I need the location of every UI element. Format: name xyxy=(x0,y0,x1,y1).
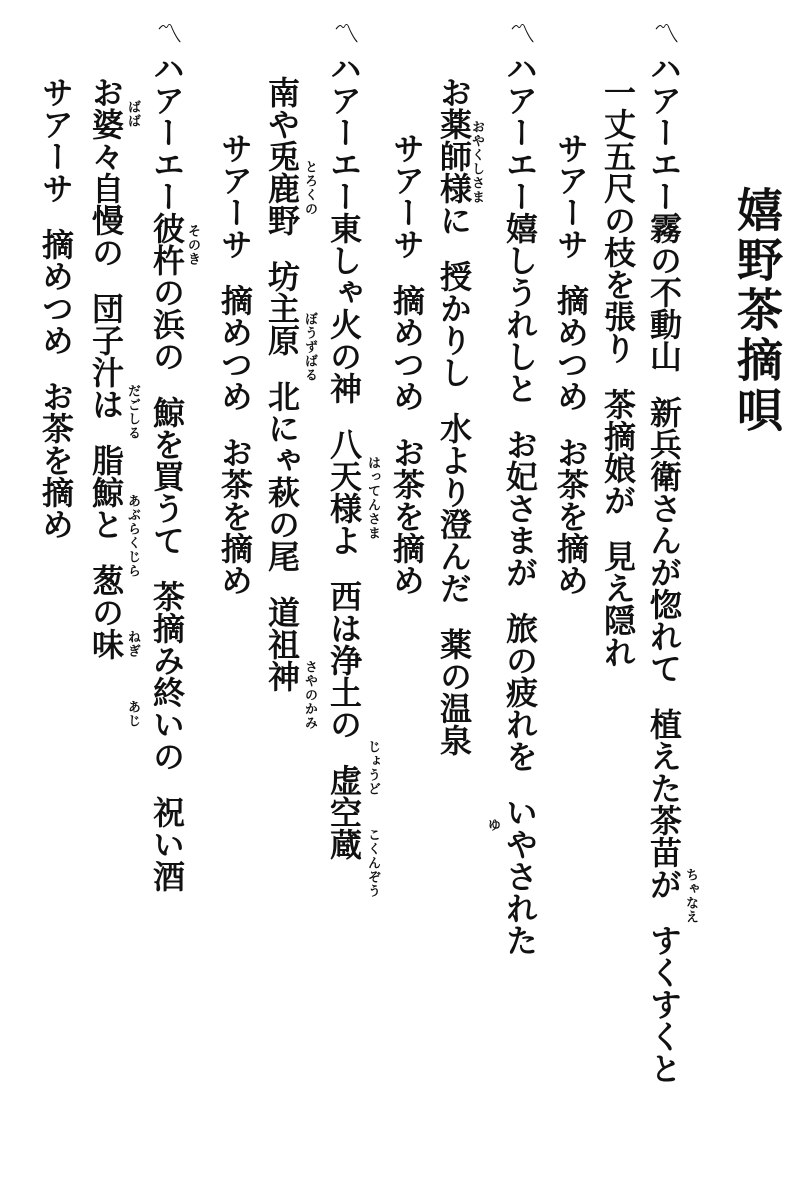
text-segment: 旅の疲れを xyxy=(501,612,539,772)
text-segment: お婆々自慢の xyxy=(87,76,125,268)
text-segment: 坊主原 xyxy=(263,260,301,356)
text-segment: 茶摘み終いの xyxy=(148,580,186,772)
text-segment: 摘めつめ xyxy=(552,284,590,412)
ruby-sonoki: そのき xyxy=(185,224,200,266)
verse-2-line-1 xyxy=(496,20,539,956)
text-segment: お薬師様に xyxy=(435,76,473,236)
text-segment: 茶摘娘が xyxy=(599,388,637,516)
ruby-baba: ばば xyxy=(125,100,140,128)
text-segment: 西は浄土の xyxy=(325,580,363,740)
verse-2-refrain xyxy=(383,20,426,596)
ruby-yu: ゆ xyxy=(485,818,500,832)
text-segment: 摘めつめ xyxy=(37,228,75,356)
text-segment: 八天様よ xyxy=(325,428,363,556)
text-segment: 一丈五尺の枝を張り xyxy=(599,76,637,364)
text-segment: 祝い酒 xyxy=(148,796,186,892)
verse-1-line-2 xyxy=(594,20,637,668)
ruby-negi: ねぎ xyxy=(125,630,140,658)
text-segment: サアーサ xyxy=(388,132,426,260)
text-segment: サアーサ xyxy=(552,132,590,260)
text-segment: 水より澄んだ xyxy=(435,412,473,604)
ruby-chanae: ちゃなえ xyxy=(683,868,698,924)
verse-3-line-2 xyxy=(258,20,301,692)
ruby-aburakujira: あぶらくじら xyxy=(125,494,140,578)
text-segment: 摘めつめ xyxy=(216,284,254,412)
text-segment: お茶を摘め xyxy=(37,380,75,540)
ruby-hattensama: はってんさま xyxy=(365,456,380,540)
text-segment: 団子汁は xyxy=(87,292,125,420)
ruby-joudo: じょうど xyxy=(365,740,380,796)
song-mark-icon: 〽 xyxy=(505,20,535,46)
text-segment: ハアーエー彼杵の浜の xyxy=(148,52,186,372)
song-mark-icon: 〽 xyxy=(649,20,679,46)
verse-1-line-1 xyxy=(640,20,683,1084)
text-segment: ハアーエー嬉しうれしと xyxy=(501,52,539,404)
text-segment: お茶を摘め xyxy=(388,436,426,596)
song-mark-icon: 〽 xyxy=(152,20,182,46)
song-mark-icon: 〽 xyxy=(329,20,359,46)
ruby-bouzubaru: ぼうずばる xyxy=(302,312,317,382)
text-segment: 道祖神 xyxy=(263,596,301,692)
text-segment: ハアーエー東しゃ火の神 xyxy=(325,52,363,404)
text-segment: お妃さまが xyxy=(501,428,539,588)
text-segment: 鯨を買うて xyxy=(148,396,186,556)
verse-1-refrain xyxy=(547,20,590,596)
text-segment: 南や兎鹿野 xyxy=(263,76,301,236)
text-segment: 授かりし xyxy=(435,260,473,388)
verse-2-line-2 xyxy=(430,20,473,756)
text-segment: サアーサ xyxy=(216,132,254,260)
ruby-dakoshiru: だごしる xyxy=(125,384,140,440)
ruby-tokuno: とろくの xyxy=(302,160,317,216)
text-segment: 摘めつめ xyxy=(388,284,426,412)
text-segment: お茶を摘め xyxy=(552,436,590,596)
text-segment: すくすくと xyxy=(645,924,683,1084)
text-segment: 新兵衛さんが惚れて xyxy=(645,396,683,684)
verse-4-refrain xyxy=(32,20,75,540)
text-segment: 見え隠れ xyxy=(599,540,637,668)
text-segment: 脂鯨と xyxy=(87,444,125,540)
text-segment: 葱の味 xyxy=(87,564,125,660)
ruby-sayanokami: さやのかみ xyxy=(302,660,317,730)
verse-3-line-1 xyxy=(320,20,363,860)
verse-4-line-1 xyxy=(143,20,186,892)
text-segment: いやされた xyxy=(501,796,539,956)
ruby-kokuzou: こくんぞう xyxy=(365,828,380,898)
text-segment: 植えた茶苗が xyxy=(645,708,683,900)
song-title: 嬉野茶摘唄 xyxy=(730,186,784,436)
ruby-oyakushisama: おやくしさま xyxy=(469,120,484,204)
text-segment: 薬の温泉 xyxy=(435,628,473,756)
text-segment: ハアーエー霧の不動山 xyxy=(645,52,683,372)
text-segment: サアーサ xyxy=(37,76,75,204)
text-segment: 虚空蔵 xyxy=(325,764,363,860)
ruby-aji: あじ xyxy=(125,700,140,728)
text-segment: お茶を摘め xyxy=(216,436,254,596)
text-segment: 北にゃ萩の尾 xyxy=(263,380,301,572)
verse-3-refrain xyxy=(211,20,254,596)
verse-4-line-2 xyxy=(82,20,125,660)
